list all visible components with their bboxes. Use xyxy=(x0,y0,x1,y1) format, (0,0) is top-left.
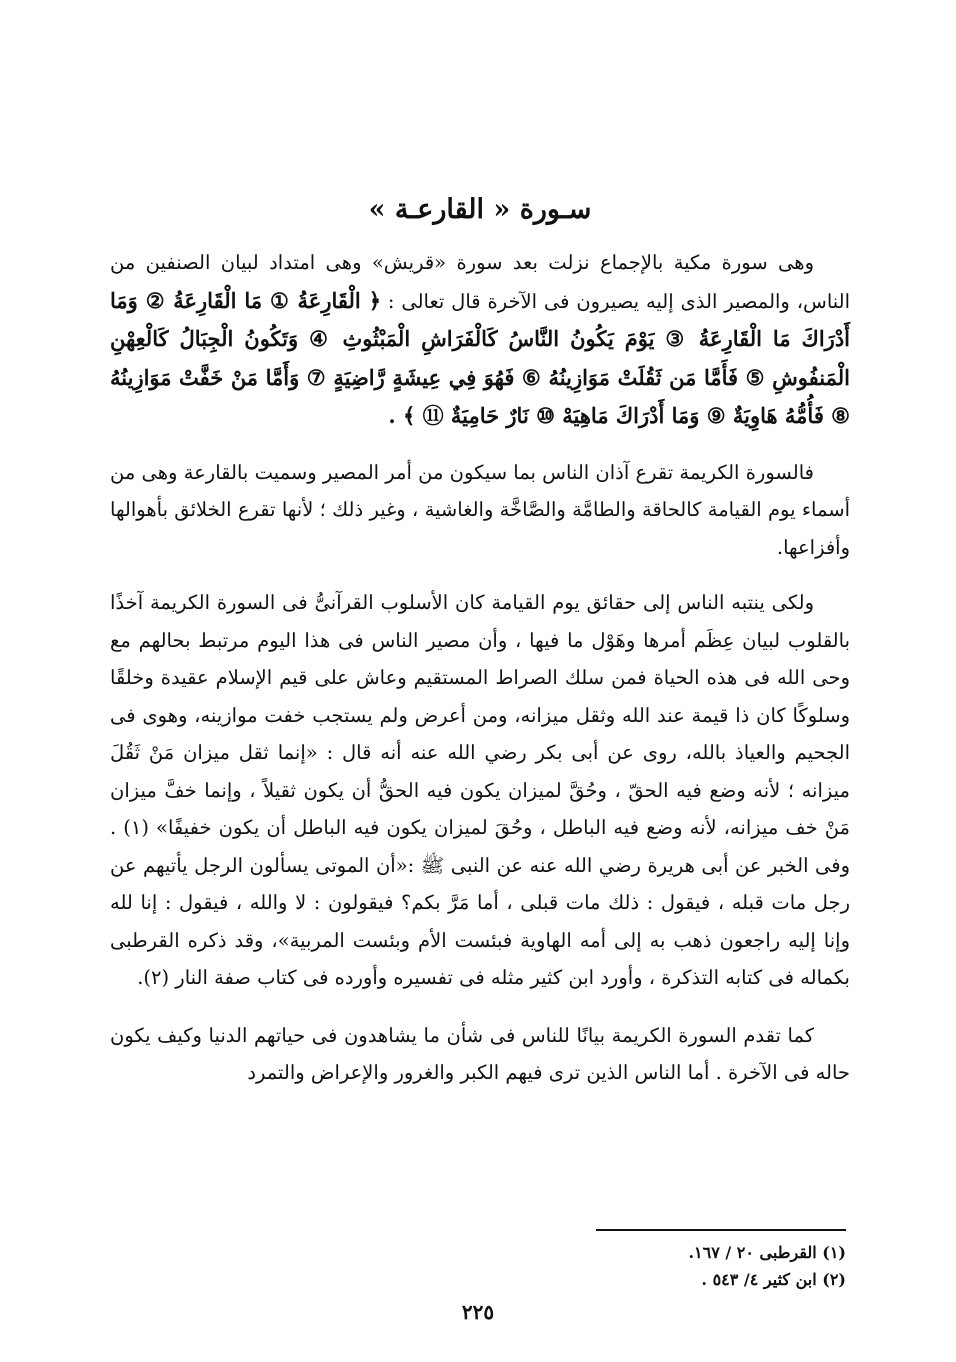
paragraph-4: كما تقدم السورة الكريمة بيانًا للناس فى شأن ما يشاهدون فى حياتهم الدنيا وكيف يكون حاله فى الآخرة . أما الناس الذين ترى فيهم الكبر والغرور والإعراض والتمرد xyxy=(110,1023,850,1084)
footnote-2: (٢) ابن كثير ٤/ ٥٤٣ . xyxy=(701,1270,846,1289)
intro-text: وهى سورة مكية بالإجماع نزلت بعد سورة «قريش» وهى امتداد لبيان الصنفين من الناس، والمصير الذى إليه يصيرون فى الآخرة قال تعالى : xyxy=(110,251,850,313)
page-number: ٢٢٥ xyxy=(461,1300,495,1324)
surah-title: سـورة « القارعـة » xyxy=(368,194,592,225)
paragraph-2: فالسورة الكريمة تقرع آذان الناس بما سيكون من أمر المصير وسميت بالقارعة وهى من أسماء يوم القيامة كالحاقة والطامَّة والصَّاخَّة والغاشية ، وغير ذلك ؛ لأنها تقرع الخلائق بأهوالها وأفزاعها. xyxy=(110,460,850,559)
paragraph-gap xyxy=(110,436,850,454)
page-body xyxy=(110,190,850,1092)
paragraph-gap xyxy=(110,566,850,584)
paragraph-3: ولكى ينتبه الناس إلى حقائق يوم القيامة كان الأسلوب القرآنىُّ فى السورة الكريمة آخذًا بالقلوب لبيان عِظَم أمرها وهَوْل ما فيها ، وأن مصير الناس فى هذا اليوم مرتبط بحالهم مع وحى الله فى هذه الحياة فمن سلك الصراط المستقيم وعاش على قيم الإسلام عقيدة وخلقًا وسلوكًا كان ذا قيمة عند الله وثقل ميزانه، ومن أعرض ولم يستجب خفت موازينه، وهوى فى الجحيم والعياذ بالله، روى عن أبى بكر رضي الله عنه أنه قال : «إنما ثقل ميزان مَنْ ثَقُلَ ميزانه ؛ لأنه وضع فيه الحقّ ، وحُقَّ لميزان يكون فيه الحقُّ أن يكون ثقيلاً ، وإنما خفَّ ميزان مَنْ خف ميزانه، لأنه وضع فيه الباطل ، وحُقَ لميزان يكون فيه الباطل أن يكون خفيفًا» (١) . وفى الخبر عن أبى هريرة رضي الله عنه عن النبى ﷺ :«أن الموتى يسألون الرجل يأتيهم عن رجل مات قبله ، فيقول : ذلك مات قبلى ، أما مَرَّ بكم؟ فيقولون : لا والله ، فيقول : إنا لله وإنا إليه راجعون ذهب به إلى أمه الهاوية فبئست الأم وبئست المربية»، وقد ذكره القرطبى بكماله فى كتابه التذكرة ، وأورد ابن كثير مثله فى تفسيره وأورده فى كتاب صفة النار (٢). xyxy=(110,591,850,989)
footnotes xyxy=(106,1229,846,1293)
footnote-divider xyxy=(596,1229,846,1231)
footnote-1: (١) القرطبى ٢٠ / ١٦٧. xyxy=(688,1243,846,1262)
quran-verses: ﴿ الْقَارِعَةُ ① مَا الْقَارِعَةُ ② وَمَا أَدْرَاكَ مَا الْقَارِعَةُ ③ يَوْمَ يَكُونُ النَّاسُ كَالْفَرَاشِ الْمَبْثُوثِ ④ وَتَكُونُ الْجِبَالُ كَالْعِهْنِ الْمَنفُوشِ ⑤ فَأَمَّا مَن ثَقُلَتْ مَوَازِينُهُ ⑥ فَهُوَ فِي عِيشَةٍ رَّاضِيَةٍ ⑦ وَأَمَّا مَنْ خَفَّتْ مَوَازِينُهُ ⑧ فَأُمُّهُ هَاوِيَةٌ ⑨ وَمَا أَدْرَاكَ مَاهِيَهْ ⑩ نَارٌ حَامِيَةٌ ⑪ ﴾ . xyxy=(110,287,850,428)
paragraph-gap xyxy=(110,997,850,1017)
paragraph-intro xyxy=(110,244,850,436)
